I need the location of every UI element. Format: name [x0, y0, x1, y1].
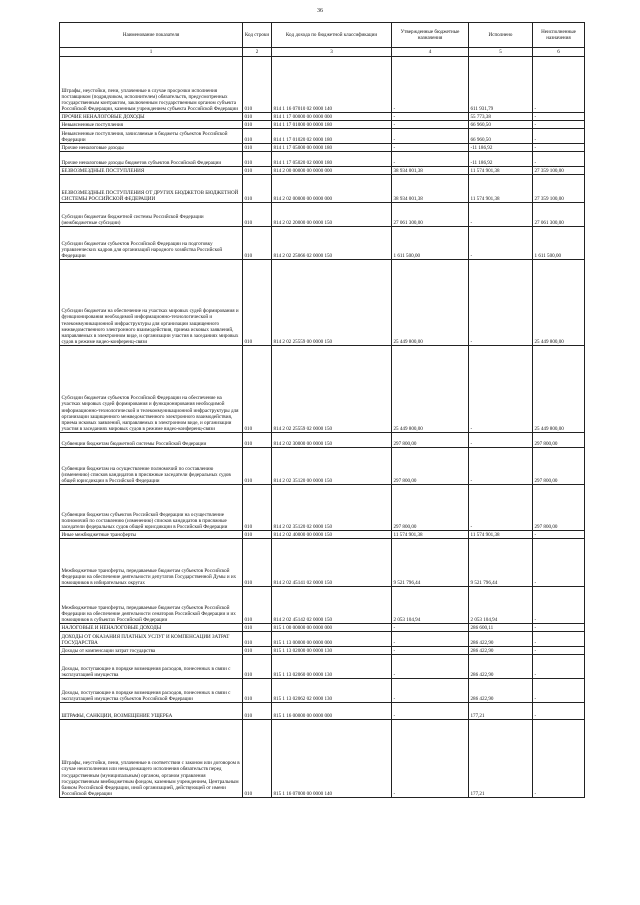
row-code: 010	[243, 227, 272, 260]
row-name: Межбюджетные трансферты, передаваемые бюджетам субъектов Российской Федерации на обеспечение деятельности депутатов Государственной Думы и их помощников в избирательных округах	[60, 539, 243, 587]
row-executed: -11 186,92	[469, 144, 533, 152]
row-name: Доходы, поступающие в порядке возмещения расходов, понесенных в связи с эксплуатацией имущества субъектов Российской Федерации	[60, 679, 243, 703]
row-unexecuted: 297 800,00	[533, 485, 585, 531]
row-approved: 38 934 001,38	[392, 175, 469, 203]
row-code: 010	[243, 144, 272, 152]
table-row	[60, 720, 585, 798]
row-unexecuted: -	[533, 720, 585, 798]
row-name: Субвенции бюджетам бюджетной системы Российской Федерации	[60, 433, 243, 448]
row-kbk: 814 2 02 35120 02 0000 150	[272, 485, 392, 531]
row-executed: 2 053 104,94	[469, 587, 533, 624]
table-row	[60, 703, 585, 720]
row-approved: -	[392, 129, 469, 144]
row-kbk: 815 1 13 00000 00 0000 000	[272, 632, 392, 647]
row-kbk: 814 1 17 05000 00 0000 180	[272, 144, 392, 152]
row-approved: 38 934 001,38	[392, 167, 469, 175]
row-unexecuted: 27 359 100,00	[533, 175, 585, 203]
row-unexecuted: -	[533, 587, 585, 624]
row-name: Невыясненные поступления	[60, 121, 243, 129]
row-approved: -	[392, 632, 469, 647]
row-executed: 177,21	[469, 703, 533, 720]
row-name: ШТРАФЫ, САНКЦИИ, ВОЗМЕЩЕНИЕ УЩЕРБА	[60, 703, 243, 720]
row-name: БЕЗВОЗМЕЗДНЫЕ ПОСТУПЛЕНИЯ	[60, 167, 243, 175]
row-executed: 286 422,90	[469, 647, 533, 655]
row-unexecuted: -	[533, 679, 585, 703]
row-code: 010	[243, 152, 272, 167]
row-code: 010	[243, 632, 272, 647]
row-unexecuted: 25 449 800,00	[533, 346, 585, 433]
row-executed: -	[469, 346, 533, 433]
row-approved: 25 449 800,00	[392, 346, 469, 433]
row-kbk: 814 1 17 01020 02 0000 180	[272, 129, 392, 144]
row-code: 010	[243, 346, 272, 433]
table-row	[60, 624, 585, 632]
row-unexecuted: -	[533, 632, 585, 647]
row-kbk: 815 1 13 02000 00 0000 130	[272, 647, 392, 655]
row-name: Субсидии бюджетам бюджетной системы Российской Федерации (межбюджетные субсидии)	[60, 203, 243, 227]
table-row	[60, 679, 585, 703]
table-row	[60, 632, 585, 647]
row-kbk: 815 1 16 00000 00 0000 000	[272, 703, 392, 720]
row-code: 010	[243, 113, 272, 121]
row-kbk: 815 1 16 07000 00 0000 140	[272, 720, 392, 798]
row-name: Прочие неналоговые доходы	[60, 144, 243, 152]
row-unexecuted: 1 611 500,00	[533, 227, 585, 260]
row-unexecuted: -	[533, 647, 585, 655]
row-name: Межбюджетные трансферты, передаваемые бюджетам субъектов Российской Федерации на обеспечение деятельности сенаторов Российской Федерации и их помощников в субъектах Российской Федерации	[60, 587, 243, 624]
row-executed: -	[469, 227, 533, 260]
row-name: Субсидии бюджетам субъектов Российской Федерации на подготовку управленческих кадров для организаций народного хозяйства Российской Федерации	[60, 227, 243, 260]
table-row	[60, 485, 585, 531]
row-kbk: 814 1 17 05020 02 0000 180	[272, 152, 392, 167]
row-executed: -11 186,92	[469, 152, 533, 167]
row-executed: 286 422,90	[469, 679, 533, 703]
row-executed: 611 931,79	[469, 57, 533, 113]
table-body	[60, 57, 585, 798]
row-approved: 27 061 300,00	[392, 203, 469, 227]
table-row	[60, 121, 585, 129]
header-kbk: Код дохода по бюджетной классификации	[272, 23, 392, 48]
row-executed: -	[469, 433, 533, 448]
row-code: 010	[243, 539, 272, 587]
row-kbk: 814 2 00 00000 00 0000 000	[272, 167, 392, 175]
row-executed: 286 422,90	[469, 655, 533, 679]
row-name: Прочие неналоговые доходы бюджетов субъектов Российской Федерации	[60, 152, 243, 167]
row-code: 010	[243, 679, 272, 703]
row-kbk: 814 2 02 00000 00 0000 000	[272, 175, 392, 203]
table-row	[60, 531, 585, 539]
row-unexecuted: -	[533, 624, 585, 632]
row-executed: -	[469, 448, 533, 485]
row-kbk: 815 1 00 00000 00 0000 000	[272, 624, 392, 632]
row-name: Субвенции бюджетам субъектов Российской Федерации на осуществление полномочий по составлению (изменению) списков кандидатов в присяжные заседатели федеральных судов общей юрисдикции в Российской Федерации	[60, 485, 243, 531]
header-approved: Утвержденные бюджетные назначения	[392, 23, 469, 48]
table-row	[60, 448, 585, 485]
row-executed: 9 521 796,44	[469, 539, 533, 587]
row-code: 010	[243, 433, 272, 448]
row-kbk: 814 2 02 45142 02 0000 150	[272, 587, 392, 624]
row-executed: -	[469, 260, 533, 346]
row-code: 010	[243, 485, 272, 531]
row-executed: 11 574 901,38	[469, 175, 533, 203]
row-executed: 11 574 901,38	[469, 531, 533, 539]
row-unexecuted: 297 800,00	[533, 433, 585, 448]
table-row	[60, 129, 585, 144]
row-approved: -	[392, 624, 469, 632]
header-unexecuted: Неисполненные назначения	[533, 23, 585, 48]
table-row	[60, 167, 585, 175]
row-unexecuted: -	[533, 539, 585, 587]
header-name: Наименование показателя	[60, 23, 243, 48]
row-name: Субсидии бюджетам субъектов Российской Федерации на обеспечение на участках мировых судей формирования и функционирования необходимой информационно-технологической и телекоммуникационной инфраструктуры для организации защищенного межведомственного электронного взаимодействия, приема исковых заявлений, направляемых в электронном виде, и организации участия в заседаниях мировых судов в режиме видео-конференц-связи	[60, 346, 243, 433]
row-executed: 66 960,50	[469, 129, 533, 144]
row-executed: 66 960,50	[469, 121, 533, 129]
row-name: Невыясненные поступления, зачисляемые в бюджеты субъектов Российской Федерации	[60, 129, 243, 144]
row-approved: 11 574 901,38	[392, 531, 469, 539]
row-approved: 297 800,00	[392, 433, 469, 448]
table-header-row	[60, 23, 585, 48]
row-approved: -	[392, 113, 469, 121]
row-name: Субсидии бюджетам на обеспечение на участках мировых судей формирования и функционирования необходимой информационно-технологической и телекоммуникационной инфраструктуры для организации защищенного межведомственного электронного взаимодействия, приема исковых заявлений, направляемых в электронном виде, и организации участия в заседаниях мировых судов в режиме видео-конференц-связи	[60, 260, 243, 346]
table-row	[60, 152, 585, 167]
row-code: 010	[243, 448, 272, 485]
row-unexecuted: 27 359 100,00	[533, 167, 585, 175]
row-unexecuted: -	[533, 57, 585, 113]
row-code: 010	[243, 57, 272, 113]
row-approved: -	[392, 655, 469, 679]
row-code: 010	[243, 587, 272, 624]
row-executed: 177,21	[469, 720, 533, 798]
row-code: 010	[243, 655, 272, 679]
row-name: Штрафы, неустойки, пени, уплаченные в соответствии с законом или договором в случае неисполнения или ненадлежащего исполнения обязательств перед государственным (муниципальным) органом, органом управления государственным внебюджетным фондом, казенным учреждением, Центральным банком Российской Федерации, иной организацией, действующей от имени Российской Федерации	[60, 720, 243, 798]
row-approved: -	[392, 703, 469, 720]
row-kbk: 814 1 16 07010 02 0000 140	[272, 57, 392, 113]
column-number: 6	[533, 48, 585, 57]
row-approved: -	[392, 144, 469, 152]
row-approved: 297 800,00	[392, 448, 469, 485]
row-kbk: 814 2 02 40000 00 0000 150	[272, 531, 392, 539]
row-approved: -	[392, 152, 469, 167]
table-row	[60, 227, 585, 260]
row-kbk: 814 2 02 45141 02 0000 150	[272, 539, 392, 587]
row-kbk: 815 1 13 02062 02 0000 130	[272, 679, 392, 703]
row-code: 010	[243, 720, 272, 798]
column-number: 1	[60, 48, 243, 57]
row-executed: 286 422,90	[469, 632, 533, 647]
header-code: Код строки	[243, 23, 272, 48]
table-row	[60, 587, 585, 624]
row-code: 010	[243, 624, 272, 632]
row-approved: 1 611 500,00	[392, 227, 469, 260]
row-unexecuted: 25 449 800,00	[533, 260, 585, 346]
table-row	[60, 144, 585, 152]
row-name: ПРОЧИЕ НЕНАЛОГОВЫЕ ДОХОДЫ	[60, 113, 243, 121]
row-approved: -	[392, 57, 469, 113]
row-kbk: 814 2 02 25559 00 0000 150	[272, 260, 392, 346]
row-unexecuted: 27 061 300,00	[533, 203, 585, 227]
row-approved: -	[392, 679, 469, 703]
table-row	[60, 113, 585, 121]
table-row	[60, 57, 585, 113]
row-approved: -	[392, 121, 469, 129]
row-approved: 297 800,00	[392, 485, 469, 531]
row-kbk: 814 2 02 20000 00 0000 150	[272, 203, 392, 227]
row-kbk: 814 1 17 00000 00 0000 000	[272, 113, 392, 121]
table-row	[60, 175, 585, 203]
row-approved: -	[392, 647, 469, 655]
row-code: 010	[243, 703, 272, 720]
row-kbk: 814 2 02 30000 00 0000 150	[272, 433, 392, 448]
row-unexecuted: -	[533, 655, 585, 679]
row-code: 010	[243, 260, 272, 346]
column-number: 2	[243, 48, 272, 57]
row-code: 010	[243, 647, 272, 655]
table-row	[60, 260, 585, 346]
table-row	[60, 539, 585, 587]
row-executed: 286 600,11	[469, 624, 533, 632]
table-row	[60, 203, 585, 227]
row-unexecuted: -	[533, 703, 585, 720]
row-unexecuted: -	[533, 144, 585, 152]
row-unexecuted: -	[533, 531, 585, 539]
table-row	[60, 655, 585, 679]
row-kbk: 814 2 02 35120 00 0000 150	[272, 448, 392, 485]
row-name: БЕЗВОЗМЕЗДНЫЕ ПОСТУПЛЕНИЯ ОТ ДРУГИХ БЮДЖЕТОВ БЮДЖЕТНОЙ СИСТЕМЫ РОССИЙСКОЙ ФЕДЕРАЦИИ	[60, 175, 243, 203]
row-unexecuted: -	[533, 129, 585, 144]
table-row	[60, 346, 585, 433]
row-unexecuted: -	[533, 113, 585, 121]
row-code: 010	[243, 531, 272, 539]
column-number: 4	[392, 48, 469, 57]
column-number: 3	[272, 48, 392, 57]
row-name: Субвенции бюджетам на осуществление полномочий по составлению (изменению) списков кандидатов в присяжные заседатели федеральных судов общей юрисдикции в Российской Федерации	[60, 448, 243, 485]
row-name: ДОХОДЫ ОТ ОКАЗАНИЯ ПЛАТНЫХ УСЛУГ И КОМПЕНСАЦИИ ЗАТРАТ ГОСУДАРСТВА	[60, 632, 243, 647]
row-executed: 55 773,38	[469, 113, 533, 121]
row-name: Доходы от компенсации затрат государства	[60, 647, 243, 655]
row-code: 010	[243, 203, 272, 227]
income-report-table	[59, 22, 585, 798]
column-number-row	[60, 48, 585, 57]
row-executed: -	[469, 485, 533, 531]
row-name: Доходы, поступающие в порядке возмещения расходов, понесенных в связи с эксплуатацией имущества	[60, 655, 243, 679]
row-kbk: 814 1 17 01000 00 0000 180	[272, 121, 392, 129]
row-name: НАЛОГОВЫЕ И НЕНАЛОГОВЫЕ ДОХОДЫ	[60, 624, 243, 632]
row-executed: 11 574 901,38	[469, 167, 533, 175]
row-executed: -	[469, 203, 533, 227]
row-approved: 2 053 104,94	[392, 587, 469, 624]
row-code: 010	[243, 121, 272, 129]
row-kbk: 814 2 02 25559 02 0000 150	[272, 346, 392, 433]
row-unexecuted: -	[533, 121, 585, 129]
row-code: 010	[243, 175, 272, 203]
row-name: Штрафы, неустойки, пени, уплаченные в случае просрочки исполнения поставщиком (подрядчиком, исполнителем) обязательств, предусмотренных государственным контрактом, заключенным государственным органом субъекта Российской Федерации, казенным учреждением субъекта Российской Федерации	[60, 57, 243, 113]
row-unexecuted: 297 800,00	[533, 448, 585, 485]
row-name: Иные межбюджетные трансферты	[60, 531, 243, 539]
row-approved: -	[392, 720, 469, 798]
row-code: 010	[243, 167, 272, 175]
page-number: 36	[317, 8, 323, 14]
table-row	[60, 647, 585, 655]
column-number: 5	[469, 48, 533, 57]
header-executed: Исполнено	[469, 23, 533, 48]
row-approved: 9 521 796,44	[392, 539, 469, 587]
row-code: 010	[243, 129, 272, 144]
table-row	[60, 433, 585, 448]
row-unexecuted: -	[533, 152, 585, 167]
row-kbk: 815 1 13 02060 00 0000 130	[272, 655, 392, 679]
row-approved: 25 449 800,00	[392, 260, 469, 346]
row-kbk: 814 2 02 25066 02 0000 150	[272, 227, 392, 260]
